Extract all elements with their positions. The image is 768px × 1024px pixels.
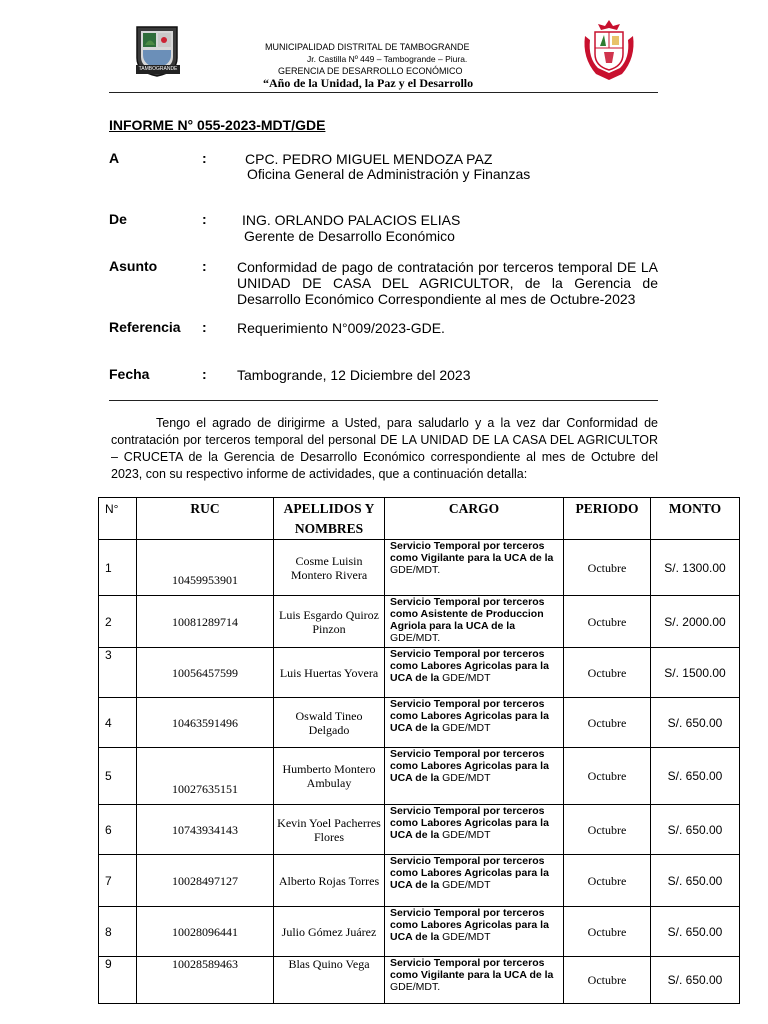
table-row xyxy=(99,957,740,1004)
asunto-separator: : xyxy=(202,258,207,274)
amount-cell: S/. 1500.00 xyxy=(651,648,740,698)
fields-divider xyxy=(109,400,658,401)
name-cell: Alberto Rojas Torres xyxy=(274,855,385,907)
table-row xyxy=(99,748,740,805)
name-cell: Luis Huertas Yovera xyxy=(274,648,385,698)
subject-text: Conformidad de pago de contratación por terceros temporal DE LA UNIDAD DE CASA DEL AGRICULTOR, de la Gerencia de Desarrollo Económico Correspondiente al mes de Octubre-2023 xyxy=(237,259,658,307)
cargo-description: Servicio Temporal por terceros como Labores Agricolas para la UCA de la xyxy=(390,907,549,943)
period-cell: Octubre xyxy=(564,855,651,907)
municipality-name: MUNICIPALIDAD DISTRITAL DE TAMBOGRANDE xyxy=(265,42,470,52)
name-cell: Humberto Montero Ambulay xyxy=(274,748,385,805)
ruc-cell: 10081289714 xyxy=(137,596,274,648)
a-separator: : xyxy=(202,150,207,166)
cargo-description: Servicio Temporal por terceros como Labores Agricolas para la UCA de la xyxy=(390,748,549,784)
reference-text: Requerimiento N°009/2023-GDE. xyxy=(237,320,445,336)
row-number: 7 xyxy=(99,855,137,907)
logo-ribbon xyxy=(136,65,180,74)
period-cell: Octubre xyxy=(564,748,651,805)
sender-office: Gerente de Desarrollo Económico xyxy=(244,228,455,244)
col-header-periodo: PERIODO xyxy=(564,498,651,540)
table-header-row xyxy=(99,498,740,540)
municipality-address: Jr. Castilla Nº 449 – Tambogrande – Piura. xyxy=(307,54,468,64)
name-cell: Julio Gómez Juárez xyxy=(274,907,385,957)
cargo-cell xyxy=(385,805,564,855)
cargo-description: Servicio Temporal por terceros como Vigilante para la UCA de la xyxy=(390,957,554,981)
col-header-monto: MONTO xyxy=(651,498,740,540)
row-number: 4 xyxy=(99,698,137,748)
row-number: 6 xyxy=(99,805,137,855)
cargo-cell xyxy=(385,957,564,1004)
amount-cell: S/. 2000.00 xyxy=(651,596,740,648)
table-body xyxy=(99,540,740,1004)
table-row xyxy=(99,805,740,855)
cargo-unit: GDE/MDT. xyxy=(390,632,441,644)
department-name: GERENCIA DE DESARROLLO ECONÓMICO xyxy=(278,66,463,76)
personnel-table xyxy=(98,497,740,1004)
ruc-cell: 10459953901 xyxy=(137,540,274,596)
asunto-label: Asunto xyxy=(109,258,158,274)
a-label: A xyxy=(109,150,120,166)
sender-name: ING. ORLANDO PALACIOS ELIAS xyxy=(242,212,461,228)
ruc-cell: 10028096441 xyxy=(137,907,274,957)
name-cell: Oswald Tineo Delgado xyxy=(274,698,385,748)
period-cell: Octubre xyxy=(564,540,651,596)
body-paragraph: Tengo el agrado de dirigirme a Usted, para saludarlo y a la vez dar Conformidad de contratación por terceros temporal del personal DE LA UNIDAD DE LA CASA DEL AGRICULTOR – CRUCETA de la Gerencia de Desarrollo Económico correspondiente al mes de Octubre del 2023, con su respectivo informe de actividades, que a continuación detalla: xyxy=(111,416,658,481)
ruc-cell: 10743934143 xyxy=(137,805,274,855)
fecha-label: Fecha xyxy=(109,366,150,382)
cargo-cell xyxy=(385,698,564,748)
row-number: 9 xyxy=(99,957,137,1004)
cargo-cell xyxy=(385,907,564,957)
amount-cell: S/. 650.00 xyxy=(651,805,740,855)
cargo-unit: GDE/MDT xyxy=(439,829,491,841)
cargo-unit: GDE/MDT. xyxy=(390,981,441,993)
table-row xyxy=(99,855,740,907)
ruc-cell: 10028589463 xyxy=(137,957,274,1004)
col-header-cargo: CARGO xyxy=(385,498,564,540)
row-number: 2 xyxy=(99,596,137,648)
row-number: 1 xyxy=(99,540,137,596)
cargo-cell xyxy=(385,855,564,907)
cargo-unit: GDE/MDT. xyxy=(390,564,441,576)
cargo-unit: GDE/MDT xyxy=(439,772,491,784)
period-cell: Octubre xyxy=(564,805,651,855)
col-header-number: N° xyxy=(99,498,137,540)
cargo-description: Servicio Temporal por terceros como Labores Agricolas para la UCA de la xyxy=(390,698,549,734)
cargo-unit: GDE/MDT xyxy=(439,672,491,684)
name-cell: Luis Esgardo Quiroz Pinzon xyxy=(274,596,385,648)
name-cell: Cosme Luisin Montero Rivera xyxy=(274,540,385,596)
period-cell: Octubre xyxy=(564,596,651,648)
national-coat-of-arms xyxy=(582,18,636,82)
year-motto: “Año de la Unidad, la Paz y el Desarrollo xyxy=(263,76,474,90)
cargo-cell xyxy=(385,648,564,698)
ruc-cell: 10463591496 xyxy=(137,698,274,748)
addressee-office: Oficina General de Administración y Finanzas xyxy=(247,166,531,182)
table-row xyxy=(99,596,740,648)
date-text: Tambogrande, 12 Diciembre del 2023 xyxy=(237,367,471,383)
logo-ribbon-text: TAMBOGRANDE xyxy=(138,66,178,72)
ruc-cell: 10027635151 xyxy=(137,748,274,805)
fecha-separator: : xyxy=(202,366,207,382)
amount-cell: S/. 1300.00 xyxy=(651,540,740,596)
addressee-name: CPC. PEDRO MIGUEL MENDOZA PAZ xyxy=(245,151,493,167)
row-number: 3 xyxy=(99,648,137,698)
cargo-unit: GDE/MDT xyxy=(439,879,491,891)
amount-cell: S/. 650.00 xyxy=(651,855,740,907)
period-cell: Octubre xyxy=(564,648,651,698)
col-header-names: APELLIDOS Y NOMBRES xyxy=(274,498,385,540)
ruc-cell: 10028497127 xyxy=(137,855,274,907)
cargo-cell xyxy=(385,596,564,648)
referencia-label: Referencia xyxy=(109,319,181,335)
amount-cell: S/. 650.00 xyxy=(651,957,740,1004)
row-number: 8 xyxy=(99,907,137,957)
name-cell: Blas Quino Vega xyxy=(274,957,385,1004)
cargo-description: Servicio Temporal por terceros como Asistente de Produccion Agriola para la UCA de la xyxy=(390,596,545,632)
amount-cell: S/. 650.00 xyxy=(651,907,740,957)
cargo-cell xyxy=(385,748,564,805)
table-row xyxy=(99,540,740,596)
cargo-unit: GDE/MDT xyxy=(439,722,491,734)
ruc-cell: 10056457599 xyxy=(137,648,274,698)
period-cell: Octubre xyxy=(564,698,651,748)
cargo-description: Servicio Temporal por terceros como Labores Agricolas para la UCA de la xyxy=(390,805,549,841)
amount-cell: S/. 650.00 xyxy=(651,698,740,748)
period-cell: Octubre xyxy=(564,957,651,1004)
col-header-ruc: RUC xyxy=(137,498,274,540)
cargo-cell xyxy=(385,540,564,596)
table-row xyxy=(99,698,740,748)
name-cell: Kevin Yoel Pacherres Flores xyxy=(274,805,385,855)
cargo-description: Servicio Temporal por terceros como Labores Agricolas para la UCA de la xyxy=(390,648,549,684)
cargo-description: Servicio Temporal por terceros como Labores Agricolas para la UCA de la xyxy=(390,855,549,891)
de-separator: : xyxy=(202,211,207,227)
row-number: 5 xyxy=(99,748,137,805)
header-divider xyxy=(109,92,658,93)
cargo-description: Servicio Temporal por terceros como Vigilante para la UCA de la xyxy=(390,540,554,564)
de-label: De xyxy=(109,211,127,227)
table-row xyxy=(99,648,740,698)
cargo-unit: GDE/MDT xyxy=(439,931,491,943)
referencia-separator: : xyxy=(202,319,207,335)
period-cell: Octubre xyxy=(564,907,651,957)
amount-cell: S/. 650.00 xyxy=(651,748,740,805)
report-title: INFORME N° 055-2023-MDT/GDE xyxy=(109,117,326,133)
table-row xyxy=(99,907,740,957)
